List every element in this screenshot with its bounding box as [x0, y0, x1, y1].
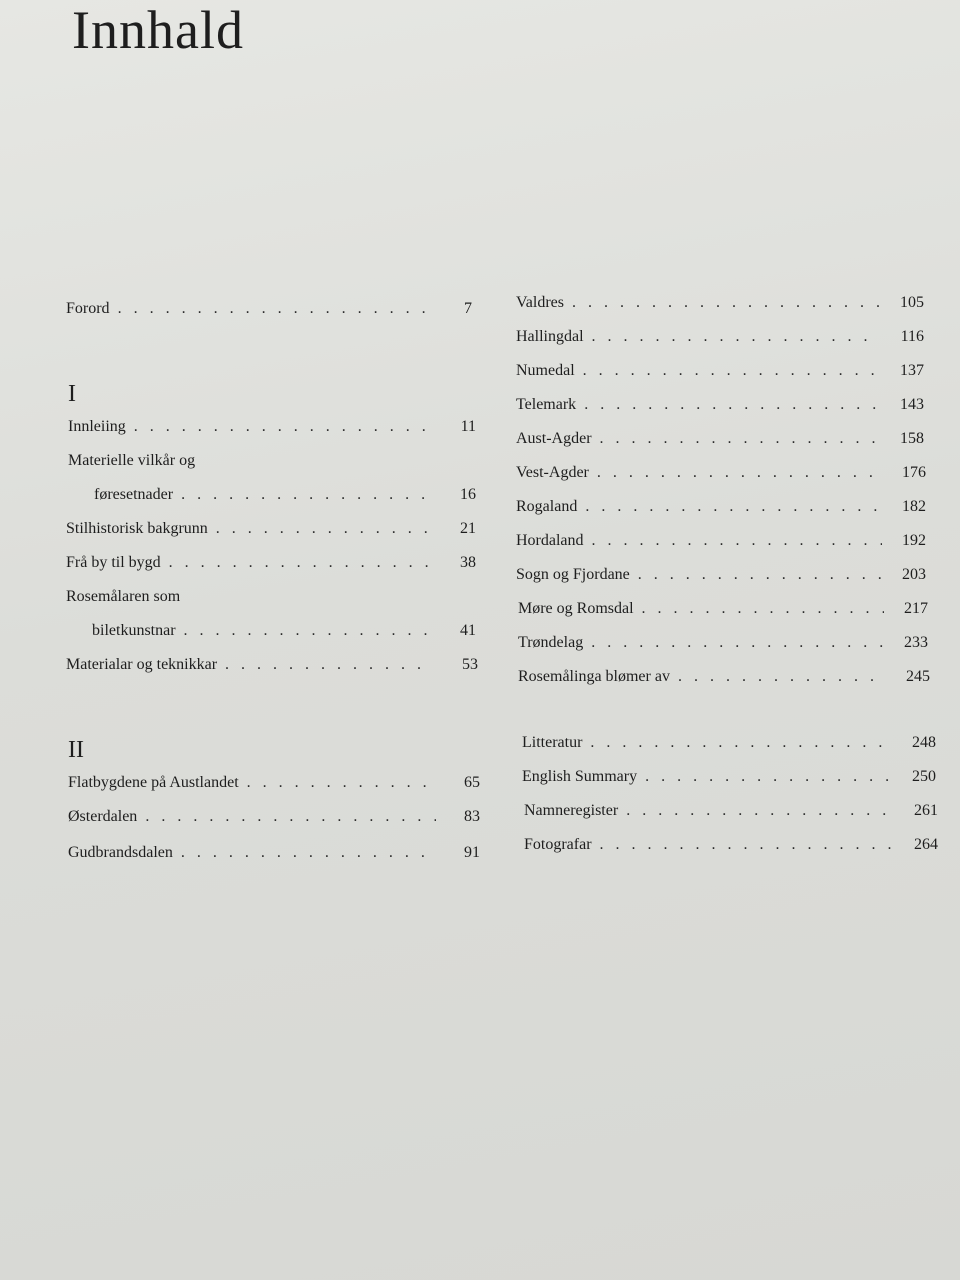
toc-entry-label: Litteratur	[522, 734, 583, 751]
toc-entry-page: 91	[464, 844, 480, 861]
leader-dots	[585, 492, 882, 522]
leader-dots	[638, 560, 882, 590]
toc-entry[interactable]	[524, 830, 938, 860]
toc-entry-label: Sogn og Fjordane	[516, 566, 630, 583]
toc-entry-page: 158	[900, 430, 924, 447]
toc-entry-label: Valdres	[516, 294, 564, 311]
leader-dots	[118, 294, 428, 324]
toc-entry-label: Vest-Agder	[516, 464, 589, 481]
toc-entry[interactable]	[518, 594, 928, 624]
leader-dots	[216, 514, 432, 544]
toc-entry-label: Innleiing	[68, 418, 126, 435]
part-heading-1: I	[68, 381, 76, 407]
toc-entry-label: Forord	[66, 300, 110, 317]
toc-entry-page: 261	[914, 802, 938, 819]
toc-entry-label: English Summary	[522, 768, 638, 785]
leader-dots	[600, 424, 880, 454]
toc-entry-label: Rogaland	[516, 498, 578, 515]
toc-entry-page: 245	[906, 668, 930, 685]
toc-entry-page: 192	[902, 532, 926, 549]
toc-entry[interactable]	[66, 616, 476, 646]
leader-dots	[626, 796, 894, 826]
leader-dots	[642, 594, 884, 624]
toc-entry[interactable]	[516, 390, 924, 420]
leader-dots	[583, 356, 880, 386]
toc-entry-label: Trøndelag	[518, 634, 584, 651]
part-heading-2: II	[68, 737, 84, 763]
leader-dots	[645, 762, 892, 792]
toc-entry-page: 83	[464, 808, 480, 825]
leader-dots	[592, 526, 882, 556]
toc-entry-label: Rosemålinga blømer av	[518, 668, 670, 685]
toc-entry-label: Frå by til bygd	[66, 554, 161, 571]
toc-entry[interactable]	[68, 802, 480, 832]
leader-dots	[597, 458, 882, 488]
toc-entry[interactable]	[518, 628, 928, 658]
toc-entry[interactable]	[68, 412, 476, 442]
toc-entry[interactable]	[524, 796, 938, 826]
toc-entry-label: Flatbygdene på Austlandet	[68, 774, 239, 791]
toc-entry[interactable]	[522, 728, 936, 758]
toc-entry-page: 7	[464, 300, 472, 317]
leader-dots	[678, 662, 886, 692]
toc-entry[interactable]	[516, 560, 926, 590]
leader-dots	[134, 412, 432, 442]
toc-entry[interactable]	[522, 762, 936, 792]
toc-entry-page: 137	[900, 362, 924, 379]
toc-entry-label-line1	[68, 446, 195, 476]
toc-entry[interactable]	[66, 548, 476, 578]
toc-entry-page: 182	[902, 498, 926, 515]
toc-entry-label: Materialar og teknikkar	[66, 656, 218, 673]
toc-entry-label: Hordaland	[516, 532, 584, 549]
toc-entry-page: 250	[912, 768, 936, 785]
toc-entry[interactable]	[68, 838, 480, 868]
toc-entry-label: Telemark	[516, 396, 577, 413]
toc-entry[interactable]	[516, 458, 926, 488]
toc-entry[interactable]	[516, 322, 924, 352]
leader-dots	[572, 288, 880, 318]
toc-entry[interactable]	[516, 424, 924, 454]
toc-entry-label-first-line: Materielle vilkår og	[68, 452, 196, 469]
toc-entry-page: 38	[460, 554, 476, 571]
toc-entry[interactable]	[516, 288, 924, 318]
leader-dots	[184, 616, 432, 646]
page-title: Innhald	[72, 0, 244, 60]
toc-entry[interactable]	[68, 768, 480, 798]
leader-dots	[584, 390, 880, 420]
toc-entry-page: 143	[900, 396, 924, 413]
toc-entry-label: Gudbrandsdalen	[68, 844, 173, 861]
leader-dots	[591, 628, 884, 658]
toc-entry-label-first-line: Rosemålaren som	[66, 588, 181, 605]
toc-entry-label: Østerdalen	[68, 808, 138, 825]
toc-entry[interactable]	[68, 480, 476, 510]
toc-entry-page: 16	[460, 486, 476, 503]
toc-entry[interactable]	[516, 526, 926, 556]
toc-entry-page: 264	[914, 836, 938, 853]
toc-entry-label: Møre og Romsdal	[518, 600, 634, 617]
toc-entry-label: biletkunstnar	[92, 622, 176, 639]
toc-entry-page: 105	[900, 294, 924, 311]
toc-entry[interactable]	[516, 356, 924, 386]
toc-entry[interactable]	[516, 492, 926, 522]
toc-entry[interactable]	[518, 662, 930, 692]
toc-entry-forord[interactable]	[66, 294, 472, 324]
leader-dots	[145, 802, 436, 832]
leader-dots	[590, 728, 892, 758]
toc-entry-label: Stilhistorisk bakgrunn	[66, 520, 208, 537]
toc-entry-page: 248	[912, 734, 936, 751]
toc-entry-page: 176	[902, 464, 926, 481]
toc-entry[interactable]	[66, 514, 476, 544]
toc-entry-label-line1	[66, 582, 180, 612]
toc-entry-label: føresetnader	[94, 486, 174, 503]
toc-entry-page: 233	[904, 634, 928, 651]
leader-dots	[592, 322, 880, 352]
toc-entry-label: Fotografar	[524, 836, 592, 853]
toc-entry-page: 53	[462, 656, 478, 673]
toc-entry-label: Hallingdal	[516, 328, 584, 345]
toc-entry-page: 116	[900, 328, 924, 345]
toc-entry-label: Numedal	[516, 362, 575, 379]
leader-dots	[225, 650, 434, 680]
toc-entry-page: 41	[460, 622, 476, 639]
leader-dots	[181, 480, 432, 510]
toc-entry-page: 65	[464, 774, 480, 791]
leader-dots	[169, 548, 432, 578]
leader-dots	[247, 768, 436, 798]
leader-dots	[600, 830, 894, 860]
toc-entry-page: 217	[904, 600, 928, 617]
leader-dots	[181, 838, 436, 868]
toc-entry-page: 11	[460, 418, 476, 435]
toc-entry-page: 203	[902, 566, 926, 583]
toc-entry-page: 21	[460, 520, 476, 537]
toc-entry-label: Namneregister	[524, 802, 619, 819]
toc-entry-label: Aust-Agder	[516, 430, 592, 447]
toc-entry[interactable]	[66, 650, 478, 680]
